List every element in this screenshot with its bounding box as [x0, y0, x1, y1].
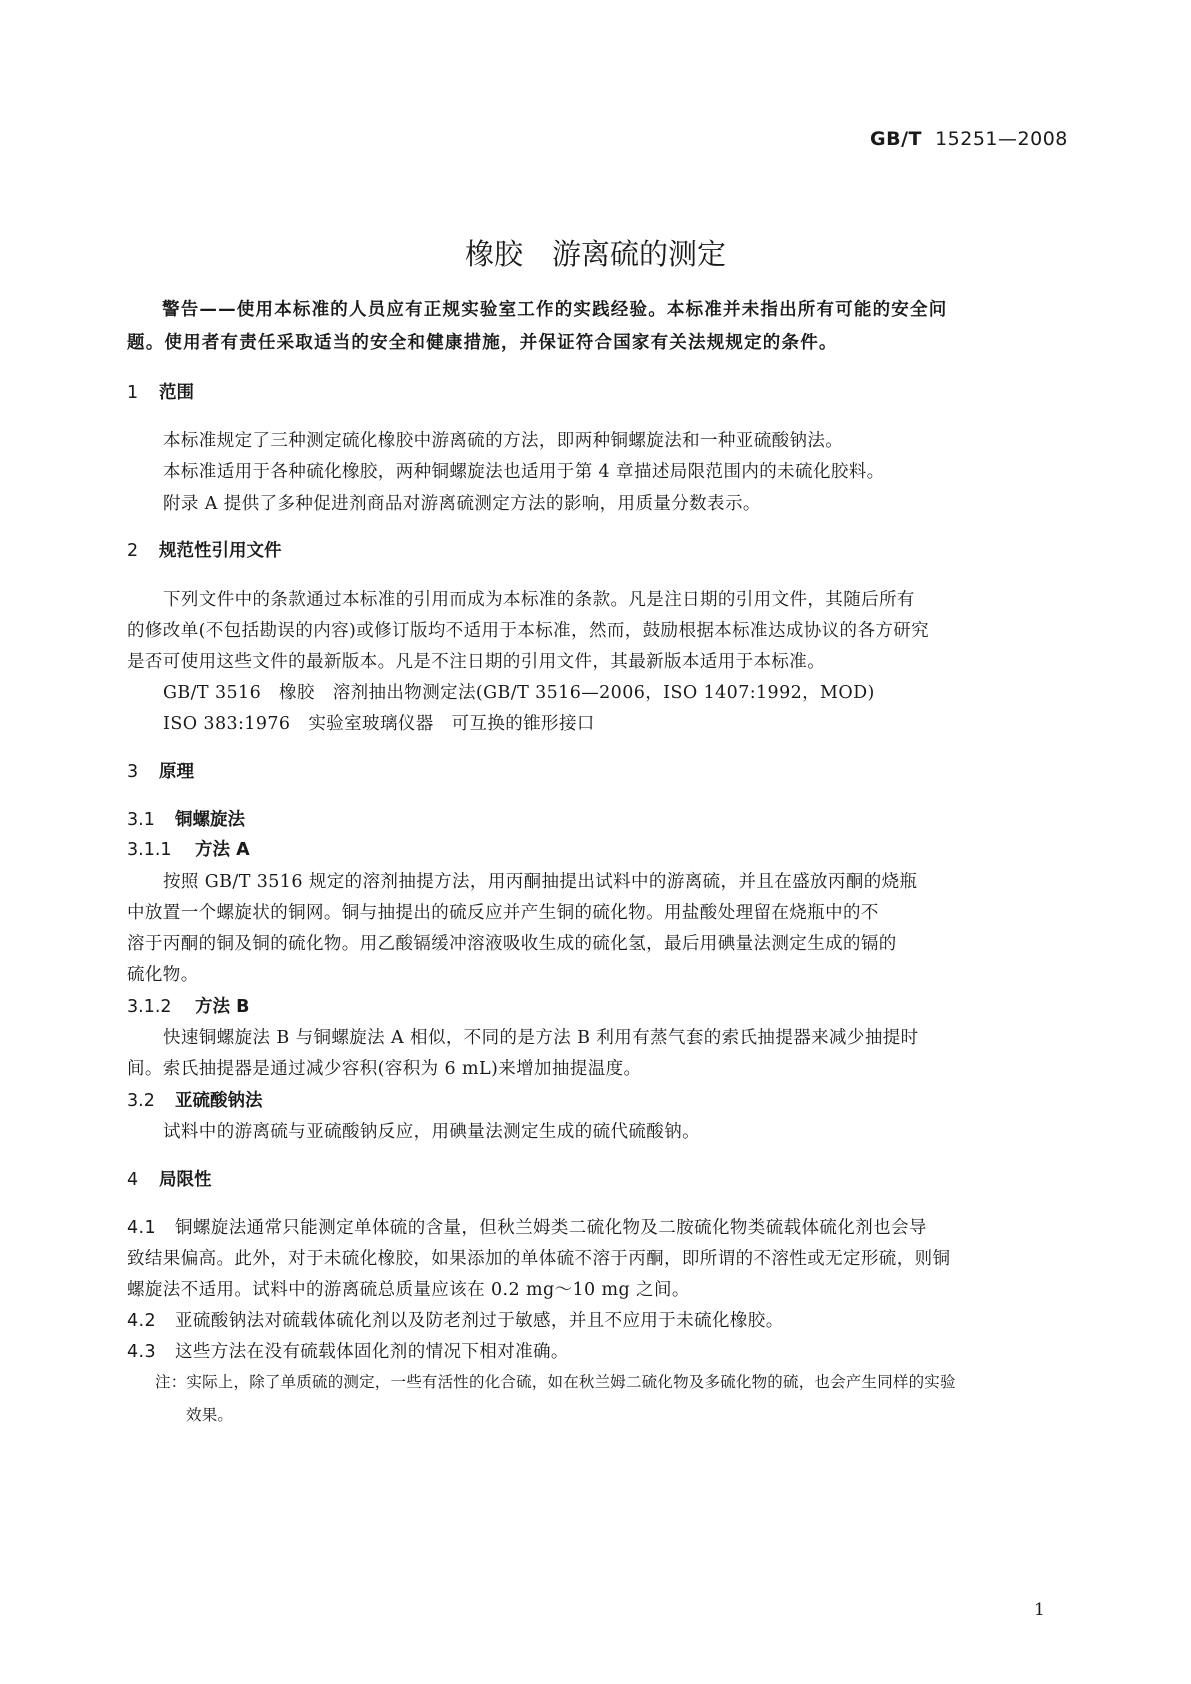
paragraph: 的修改单(不包括勘误的内容)或修订版均不适用于本标准，然而，鼓励根据本标准达成协议的各方研究: [127, 621, 930, 641]
section-number: 4: [127, 1170, 139, 1190]
subsection-3-1-heading: [127, 806, 245, 831]
section-3-heading: [127, 758, 194, 783]
clause-text: 这些方法在没有硫载体固化剂的情况下相对准确。: [175, 1342, 569, 1362]
standard-code: [870, 128, 1068, 150]
warning-line-1: 警告——使用本标准的人员应有正规实验室工作的实践经验。本标准并未指出所有可能的安全问: [162, 300, 948, 320]
standard-prefix: GB/T: [870, 128, 922, 150]
section-title: 铜螺旋法: [175, 810, 245, 830]
paragraph: 按照 GB/T 3516 规定的溶剂抽提方法，用丙酮抽提出试料中的游离硫，并且在盛放丙酮的烧瓶: [163, 872, 918, 892]
section-title: 原理: [159, 762, 194, 782]
section-title: 范围: [159, 383, 194, 403]
section-1-heading: [127, 379, 194, 404]
clause-text: 亚硫酸钠法对硫载体硫化剂以及防老剂过于敏感，并且不应用于未硫化橡胶。: [175, 1311, 784, 1331]
section-title: 方法 B: [195, 997, 250, 1017]
clause-number: 4.3: [127, 1342, 157, 1362]
paragraph: 螺旋法不适用。试料中的游离硫总质量应该在 0.2 mg～10 mg 之间。: [127, 1280, 690, 1300]
section-title: 局限性: [159, 1170, 212, 1190]
paragraph: 中放置一个螺旋状的铜网。铜与抽提出的硫反应并产生铜的硫化物。用盐酸处理留在烧瓶中的不: [127, 903, 879, 923]
warning-line-2: 题。使用者有责任采取适当的安全和健康措施，并保证符合国家有关法规规定的条件。: [127, 333, 838, 353]
paragraph: 致结果偏高。此外，对于未硫化橡胶，如果添加的单体硫不溶于丙酮，即所谓的不溶性或无定形硫，则铜: [127, 1249, 951, 1269]
paragraph: 是否可使用这些文件的最新版本。凡是不注日期的引用文件，其最新版本适用于本标准。: [127, 652, 826, 672]
paragraph: 本标准适用于各种硫化橡胶，两种铜螺旋法也适用于第 4 章描述局限范围内的未硫化胶料。: [163, 462, 885, 482]
section-number: 3.1: [127, 810, 155, 830]
paragraph: 间。索氏抽提器是通过减少容积(容积为 6 mL)来增加抽提温度。: [127, 1059, 642, 1079]
paragraph: 下列文件中的条款通过本标准的引用而成为本标准的条款。凡是注日期的引用文件，其随后所有: [163, 590, 915, 610]
subsection-3-1-1-heading: [127, 836, 250, 861]
subsection-3-1-2-heading: [127, 993, 249, 1018]
section-number: 2: [127, 541, 139, 561]
section-title: 方法 A: [195, 840, 250, 860]
note-line-1: 注：实际上，除了单质硫的测定，一些有活性的化合硫，如在秋兰姆二硫化物及多硫化物的硫，也会产生同样的实验: [155, 1373, 956, 1391]
note-line-2: 效果。: [186, 1406, 234, 1424]
paragraph: 附录 A 提供了多种促进剂商品对游离硫测定方法的影响，用质量分数表示。: [163, 494, 761, 514]
page-title: 橡胶 游离硫的测定: [464, 237, 726, 271]
clause-4-3-line: [127, 1338, 569, 1363]
section-title: 亚硫酸钠法: [175, 1091, 263, 1111]
paragraph: 本标准规定了三种测定硫化橡胶中游离硫的方法，即两种铜螺旋法和一种亚硫酸钠法。: [163, 431, 844, 451]
clause-text: 铜螺旋法通常只能测定单体硫的含量，但秋兰姆类二硫化物及二胺硫化物类硫载体硫化剂也会导: [175, 1218, 927, 1238]
paragraph: 快速铜螺旋法 B 与铜螺旋法 A 相似，不同的是方法 B 利用有蒸气套的索氏抽提器来减少抽提时: [163, 1028, 919, 1048]
section-number: 3.1.2: [127, 997, 172, 1017]
reference-item: ISO 383:1976 实验室玻璃仪器 可互换的锥形接口: [163, 714, 595, 734]
reference-item: GB/T 3516 橡胶 溶剂抽出物测定法(GB/T 3516—2006，ISO 1407:1992，MOD): [163, 683, 875, 703]
clause-4-1-line: [127, 1214, 927, 1239]
section-number: 3.2: [127, 1091, 155, 1111]
section-number: 1: [127, 383, 139, 403]
paragraph: 试料中的游离硫与亚硫酸钠反应，用碘量法测定生成的硫代硫酸钠。: [163, 1122, 700, 1142]
page-number: 1: [1034, 1600, 1045, 1620]
section-number: 3.1.1: [127, 840, 172, 860]
paragraph: 硫化物。: [127, 965, 199, 985]
section-4-heading: [127, 1166, 212, 1191]
section-2-heading: [127, 537, 282, 562]
clause-4-2-line: [127, 1307, 784, 1332]
standard-number: 15251—2008: [935, 128, 1068, 150]
clause-number: 4.2: [127, 1311, 157, 1331]
paragraph: 溶于丙酮的铜及铜的硫化物。用乙酸镉缓冲溶液吸收生成的硫化氢，最后用碘量法测定生成的镉的: [127, 934, 897, 954]
section-title: 规范性引用文件: [159, 541, 282, 561]
section-number: 3: [127, 762, 139, 782]
subsection-3-2-heading: [127, 1087, 263, 1112]
clause-number: 4.1: [127, 1218, 157, 1238]
